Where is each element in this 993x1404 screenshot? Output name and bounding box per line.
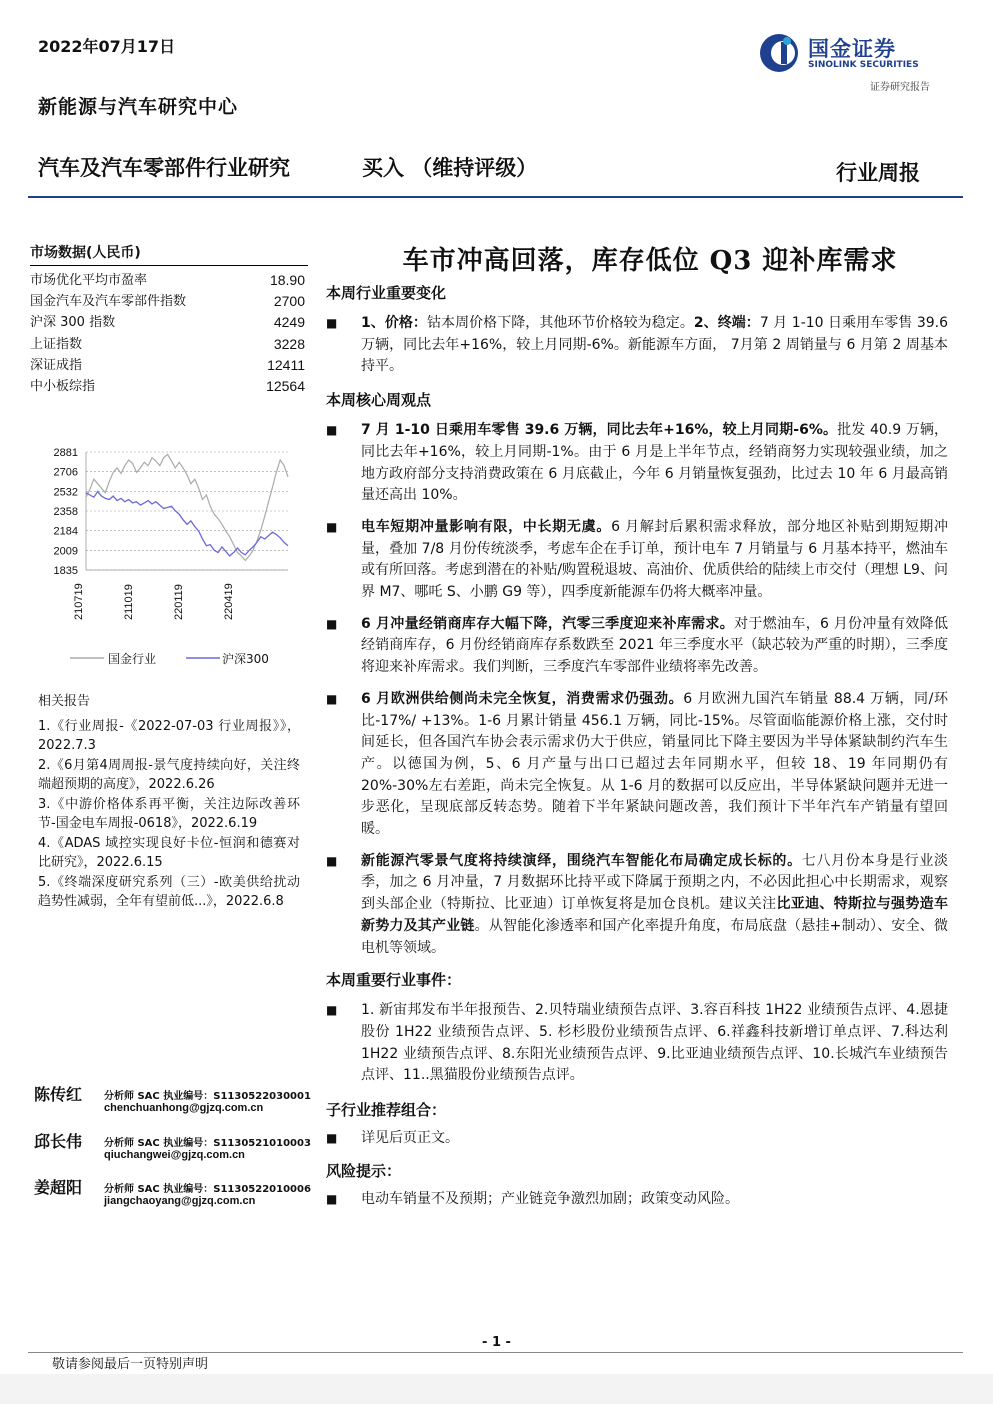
item-bold: 1、价格：: [361, 315, 427, 331]
y-tick-label: 2009: [53, 545, 78, 558]
section-title: 子行业推荐组合：: [326, 1101, 447, 1120]
item-text: 对于燃油车，6 月份冲量有效降低经销商库存，6 月份经销商库存系数跌至 2021 年三季度水平（缺芯较为严重的时期），三季度将迎来补库需求。我们判断，三季度汽车零部件业绩将率先改善。: [361, 615, 948, 676]
item-bold: 7 月 1-10 日乘用车零售 39.6 万辆，同比去年+16%，较上月同期-6%。: [361, 422, 838, 439]
analyst-name: 邱长伟: [34, 1132, 83, 1151]
bottom-bar: [0, 1374, 993, 1404]
market-data: [30, 242, 308, 397]
research-center: 新能源与汽车研究中心: [38, 96, 239, 118]
index-chart: [34, 440, 304, 676]
logo-chinese-name: 国金证券: [808, 37, 896, 61]
market-row: [30, 334, 308, 355]
item-text: 钴本周价格下降，其他环节价格较为稳定。: [426, 315, 694, 331]
market-value: 3228: [273, 335, 305, 352]
item-text: 。从智能化渗透率和国产化率提升角度，布局底盘（悬挂+制动）、安全、微电机等领域。: [361, 917, 949, 956]
market-row: [30, 312, 308, 333]
bullet-icon: ■: [326, 691, 338, 706]
market-data-title: 市场数据(人民币): [30, 242, 308, 266]
bullet-item: [326, 313, 948, 378]
item-bold: 6 月冲量经销商库存大幅下降，汽零三季度迎来补库需求。: [361, 615, 735, 632]
rating: 买入 （维持评级）: [362, 156, 538, 180]
bullet-item: [326, 689, 948, 841]
report-title: 车市冲高回落，库存低位 Q3 迎补库需求: [402, 246, 898, 276]
series-line-hs300: [86, 492, 288, 556]
bullet-icon: ■: [326, 1191, 338, 1206]
related-item: 2.《6月第4周周报-景气度持续向好，关注终端超预期的高度》，2022.6.26: [38, 757, 300, 792]
report-type: 行业周报: [836, 160, 920, 185]
analyst-name: 陈传红: [34, 1085, 83, 1104]
bullet-icon: ■: [326, 853, 338, 868]
item-bold: 2、终端：: [693, 315, 760, 331]
market-row: [30, 376, 308, 397]
market-value: 12564: [266, 377, 305, 394]
item-text: 详见后页正文。: [361, 1130, 459, 1147]
analyst-cert: 分析师 SAC 执业编号：S1130522010006: [104, 1184, 311, 1195]
logo-english-name: SINOLINK SECURITIES: [808, 60, 919, 70]
analyst-email[interactable]: chenchuanhong@gjzq.com.cn: [104, 1102, 264, 1114]
bullet-item: [326, 1000, 948, 1087]
bullet-icon: ■: [326, 316, 338, 330]
bullet-item: [326, 420, 948, 507]
item-bold: 比亚迪、特斯拉与强势造车新势力及其产业链: [361, 896, 949, 934]
y-tick-label: 2184: [53, 525, 78, 538]
item-bold: 电车短期冲量影响有限，中长期无虞。: [361, 518, 612, 535]
section-title: 本周重要行业事件：: [326, 971, 462, 990]
related-item: 1.《行业周报-《2022-07-03 行业周报》》，2022.7.3: [38, 718, 300, 753]
item-text: 6 月欧洲九国汽车销量 88.4 万辆，同/环比-17%/ +13%。1-6 月累计销量 456.1 万辆，同比-15%。尽管面临能源价格上涨，交付时间延长，但各国汽车协会表示需求仍大于供应，销量同比下降主要因为半导体紧缺制约汽车生产。以德国为例，5、6 月产量与出口已超过去年同期水平，但较 18、19 年同期仍有 20%-30%左右差距，尚未完全恢复。从 1-6 月的数据可以反应出，半导体紧缺问题并无进一步恶化，呈现底部反转态势。随着下半年紧缺问题改善，我们预计下半年汽车产销量有望回暖。: [361, 690, 948, 838]
related-title: 相关报告: [38, 694, 91, 709]
market-label: 国金汽车及汽车零部件指数: [30, 294, 187, 310]
market-value: 4249: [273, 314, 305, 331]
series-line-industry: [86, 454, 288, 560]
bullet-item: [326, 1128, 948, 1150]
y-tick-label: 2358: [53, 506, 78, 518]
logo-icon: [758, 32, 800, 74]
item-text: 6 月解封后累积需求释放，部分地区补贴到期短期冲量，叠加 7/8 月份传统淡季，考虑车企在手订单，预计电车 7 月销量与 6 月基本持平，燃油车或有所回落。考虑到潜在的补贴/购置税退坡、高油价、优质供给的陆续上市交付（理想 L9、问界 M7、哪吒 S、小鹏 G9 等），四季度新能源车仍将大概率冲量。: [361, 518, 949, 601]
x-tick-label: 211019: [123, 584, 135, 620]
market-label: 深证成指: [30, 357, 83, 373]
item-bold: 6 月欧洲供给侧尚未完全恢复，消费需求仍强劲。: [361, 690, 684, 707]
section-title: 本周行业重要变化: [326, 284, 447, 302]
analyst-email[interactable]: qiuchangwei@gjzq.com.cn: [104, 1149, 245, 1161]
market-label: 市场优化平均市盈率: [30, 273, 148, 288]
header-divider: [28, 196, 963, 198]
bullet-icon: ■: [326, 519, 338, 534]
analyst-email[interactable]: jiangchaoyang@gjzq.com.cn: [104, 1195, 256, 1207]
related-item: 3.《中游价格体系再平衡，关注边际改善环节-国金电车周报-0618》，2022.6.19: [38, 796, 300, 831]
y-tick-label: 2706: [53, 466, 78, 479]
company-logo: [758, 32, 948, 76]
bullet-icon: ■: [326, 1003, 338, 1018]
x-tick-label: 210719: [73, 583, 85, 620]
bullet-item: [326, 1189, 948, 1211]
bullet-icon: ■: [326, 616, 338, 631]
y-tick-label: 2881: [53, 447, 78, 459]
item-text: 1. 新宙邦发布半年报预告、2.贝特瑞业绩预告点评、3.容百科技 1H22 业绩预告点评、4.恩捷股份 1H22 业绩预告点评、5. 杉杉股份业绩预告点评、6.祥鑫科技新增订单点评、7.科达利 1H22 业绩预告点评、8.东阳光业绩预告点评、9.比亚迪业绩预告点评、10.长城汽车业绩预告点评、11..黑猫股份业绩预告点评。: [361, 1002, 948, 1084]
market-label: 中小板综指: [30, 378, 96, 394]
bullet-icon: ■: [326, 423, 338, 438]
market-value: 2700: [273, 293, 305, 310]
analyst-name: 姜超阳: [34, 1178, 83, 1197]
related-reports: [38, 692, 300, 912]
analyst-cert: 分析师 SAC 执业编号：S1130521010003: [104, 1138, 311, 1149]
analyst-cert: 分析师 SAC 执业编号：S1130522030001: [104, 1091, 311, 1102]
industry-name: 汽车及汽车零部件行业研究: [38, 156, 290, 180]
bullet-item: [326, 517, 948, 604]
report-category: 证券研究报告: [870, 82, 930, 93]
main-content: [326, 240, 948, 1211]
x-tick-label: 220119: [173, 584, 185, 620]
related-item: 5.《终端深度研究系列（三）-欧美供给扰动趋势性减弱，全年有望前低...》，2022.6.8: [38, 874, 300, 909]
item-bold: 新能源汽零景气度将持续演绎，围绕汽车智能化布局确定成长标的。: [361, 852, 802, 869]
y-tick-label: 2532: [53, 486, 78, 499]
legend-label-industry: 国金行业: [108, 652, 157, 666]
item-text: 电动车销量不及预期；产业链竞争激烈加剧；政策变动风险。: [361, 1190, 739, 1207]
bullet-item: [326, 851, 948, 960]
bullet-item: [326, 614, 948, 679]
market-label: 上证指数: [30, 336, 83, 352]
item-text: 批发 40.9 万辆，同比去年+16%，较上月同期-1%。由于 6 月是上半年节点，经销商努力实现较强业绩，加之地方政府部分支持消费政策在 6 月底截止，今年 6 月销量恢复强劲，比过去 10 年 6 月最高销量还高出 10%。: [361, 422, 948, 504]
x-tick-label: 220419: [223, 583, 235, 620]
item-text: 7 月 1-10 日乘用车零售 39.6 万辆，同比去年+16%，较上月同期-6%。新能源车方面， 7月第 2 周销量与 6 月第 2 周基本持平。: [361, 315, 949, 375]
section-title: 本周核心周观点: [326, 391, 432, 410]
market-row: [30, 291, 308, 312]
report-date: 2022年07月17日: [38, 37, 176, 56]
market-label: 沪深 300 指数: [30, 315, 116, 331]
legend-label-hs300: 沪深300: [222, 652, 269, 666]
item-text: 七八月份本身是行业淡季，加之 6 月冲量，7 月数据环比持平或下降属于预期之内，不必因此担心中长期需求，观察到头部企业（特斯拉、比亚迪）订单恢复将是加仓良机。建议关注: [361, 852, 949, 913]
footer-note: 敬请参阅最后一页特别声明: [52, 1357, 209, 1372]
bullet-icon: ■: [326, 1131, 338, 1146]
market-value: 18.90: [269, 272, 305, 288]
related-item: 4.《ADAS 域控实现良好卡位-恒润和德赛对比研究》，2022.6.15: [38, 835, 300, 870]
y-tick-label: 1835: [53, 565, 78, 577]
page-number: - 1 -: [482, 1335, 511, 1350]
market-row: [30, 270, 308, 291]
market-value: 12411: [267, 356, 305, 373]
section-title: 风险提示：: [326, 1161, 402, 1180]
market-row: [30, 355, 308, 376]
